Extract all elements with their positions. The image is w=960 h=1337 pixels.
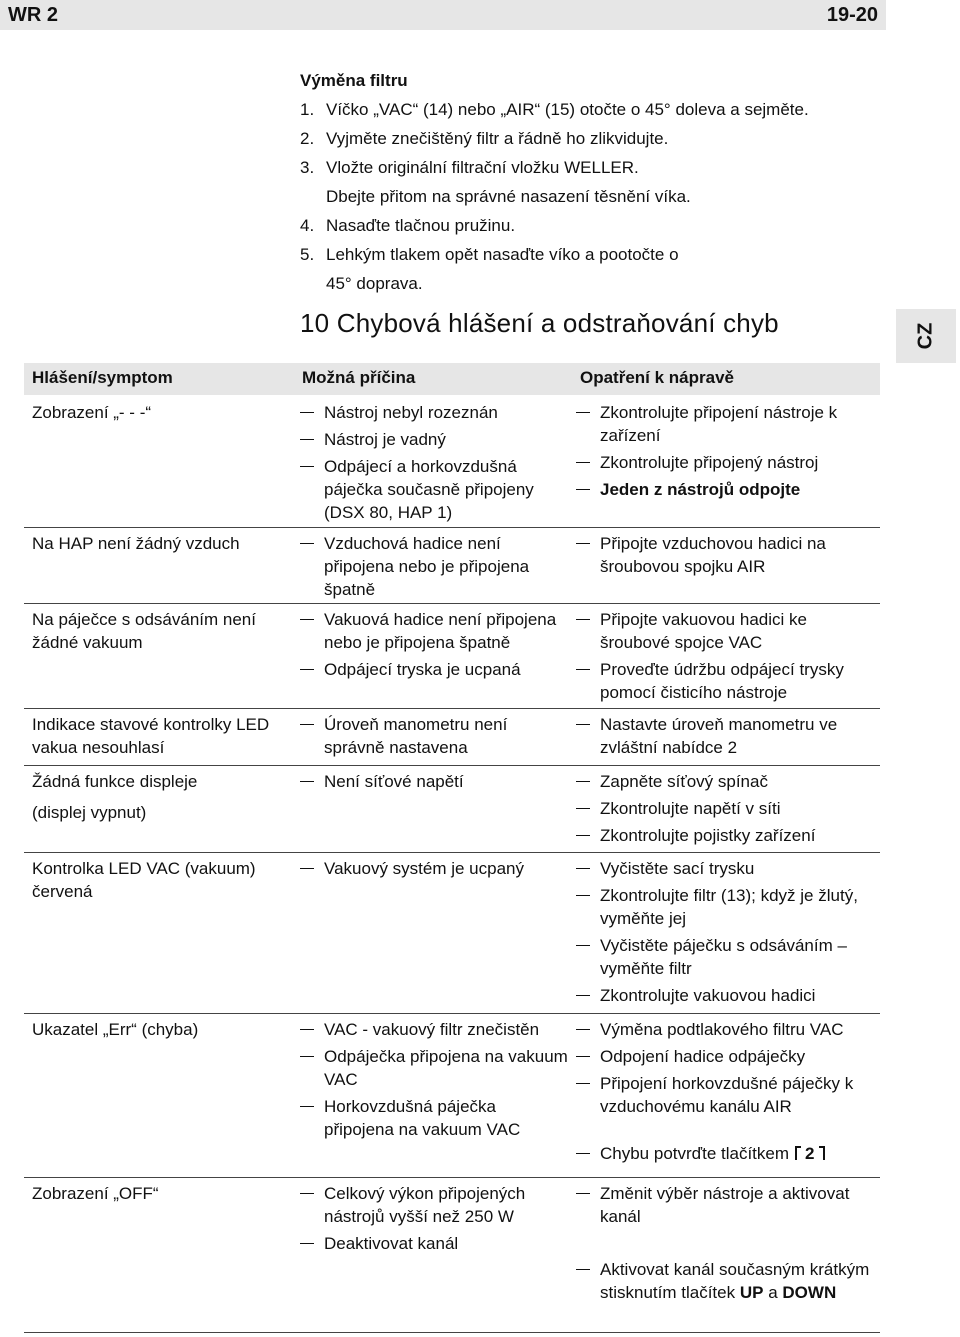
header-remedy: Opatření k nápravě xyxy=(580,368,735,387)
key-2-symbol: 2 xyxy=(795,1142,824,1165)
symptom-cell: Indikace stavové kontrolky LED vakua nesouhlasí xyxy=(32,715,270,757)
symptom-cell: Na páječce s odsáváním není žádné vakuum xyxy=(32,610,256,652)
language-tab xyxy=(896,309,956,363)
remedy-cell: Vyčistěte sací trysku Zkontrolujte filtr (13); když je žlutý, vyměňte jej Vyčistěte páječku s odsáváním – vyměňte filtr Zkontrolujte vakuovou hadici xyxy=(576,857,876,1011)
cause-cell: Vakuová hadice není připojena nebo je připojena špatně Odpájecí tryska je ucpaná xyxy=(300,608,568,685)
filter-step: 4. Nasaďte tlačnou pružinu. xyxy=(300,216,516,235)
filter-step: 2. Vyjměte znečištěný filtr a řádně ho zlikvidujte. xyxy=(300,129,669,148)
filter-step: 5. Lehkým tlakem opět nasaďte víko a pootočte o xyxy=(300,245,679,264)
page-number: 19-20 xyxy=(826,4,878,26)
remedy-cell: Připojte vzduchovou hadici na šroubovou spojku AIR xyxy=(576,532,876,582)
symptom-cell: Zobrazení „- - -“ xyxy=(32,403,152,422)
symptom-cell: Zobrazení „OFF“ xyxy=(32,1184,159,1203)
remedy-cell: Připojte vakuovou hadici ke šroubové spojce VAC Proveďte údržbu odpájecí trysky pomocí čisticího nástroje xyxy=(576,608,876,708)
remedy-cell: Zkontrolujte připojení nástroje k zařízení Zkontrolujte připojený nástroj Jeden z nástrojů odpojte xyxy=(576,401,876,505)
filter-steps xyxy=(300,95,809,298)
symptom-cell: Ukazatel „Err“ (chyba) xyxy=(32,1020,199,1039)
cause-cell: Není síťové napětí xyxy=(300,770,568,797)
filter-step: 45° doprava. xyxy=(326,274,423,293)
remedy-cell: Výměna podtlakového filtru VAC Odpojení hadice odpáječky Připojení horkovzdušné páječky k vzduchovému kanálu AIR Chybu potvrďte tlačítkem 2 xyxy=(576,1018,876,1169)
cause-cell: Celkový výkon připojených nástrojů vyšší než 250 W Deaktivovat kanál xyxy=(300,1182,568,1259)
cause-cell: Vzduchová hadice není připojena nebo je připojena špatně xyxy=(300,532,568,605)
remedy-cell: Zapněte síťový spínač Zkontrolujte napětí v síti Zkontrolujte pojistky zařízení xyxy=(576,770,876,851)
cause-cell: Nástroj nebyl rozeznán Nástroj je vadný Odpájecí a horkovzdušná páječka současně připojeny (DSX 80, HAP 1) xyxy=(300,401,568,528)
cause-cell: Vakuový systém je ucpaný xyxy=(300,857,568,884)
symptom-cell: Kontrolka LED VAC (vakuum) červená xyxy=(32,859,256,901)
remedy-cell: Nastavte úroveň manometru ve zvláštní nabídce 2 xyxy=(576,713,876,763)
symptom-cell: Žádná funkce displeje (displej vypnut) xyxy=(32,772,198,822)
language-tab-label: CZ xyxy=(914,322,937,350)
filter-step: Dbejte přitom na správné nasazení těsnění víka. xyxy=(326,187,691,206)
table-row xyxy=(24,1178,880,1333)
header-symptom: Hlášení/symptom xyxy=(32,368,173,387)
symptom-cell: Na HAP není žádný vzduch xyxy=(32,534,240,553)
filter-step: 1. Víčko „VAC“ (14) nebo „AIR“ (15) otočte o 45° doleva a sejměte. xyxy=(300,100,809,119)
troubleshooting-table xyxy=(24,397,880,1333)
filter-step: 3. Vložte originální filtrační vložku WELLER. xyxy=(300,158,639,177)
table-row xyxy=(24,1014,880,1178)
table-header xyxy=(24,363,880,395)
table-row xyxy=(24,528,880,604)
table-row xyxy=(24,709,880,766)
remedy-cell: Změnit výběr nástroje a aktivovat kanál Aktivovat kanál současným krátkým stisknutím tlačítek UP a DOWN xyxy=(576,1182,876,1308)
section-title: 10 Chybová hlášení a odstraňování chyb xyxy=(300,308,779,338)
filter-heading: Výměna filtru xyxy=(300,71,408,90)
page-header-bar xyxy=(0,0,886,30)
manual-model: WR 2 xyxy=(8,4,58,26)
table-row xyxy=(24,766,880,853)
header-cause: Možná příčina xyxy=(302,368,416,387)
table-row xyxy=(24,397,880,528)
table-row xyxy=(24,604,880,709)
cause-cell: VAC - vakuový filtr znečistěn Odpáječka připojena na vakuum VAC Horkovzdušná páječka připojena na vakuum VAC xyxy=(300,1018,568,1145)
cause-cell: Úroveň manometru není správně nastavena xyxy=(300,713,568,763)
filter-replacement-section xyxy=(300,66,809,298)
table-row xyxy=(24,853,880,1014)
